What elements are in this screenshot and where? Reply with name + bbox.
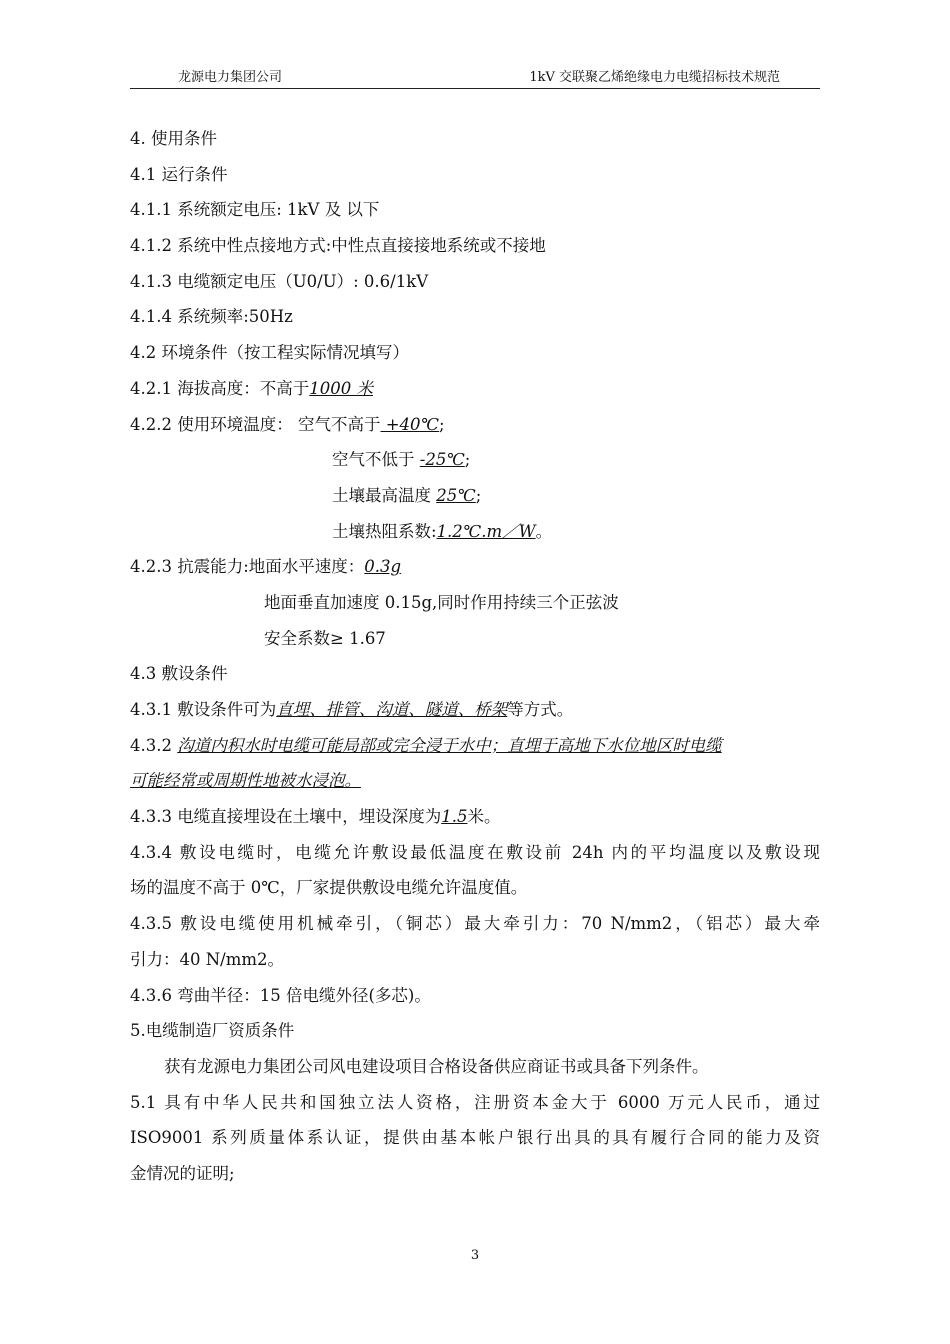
laying-methods-suffix: 等方式。	[507, 700, 574, 719]
burial-depth-value: 1.5	[441, 807, 468, 827]
document-body	[130, 121, 820, 1192]
water-immersion-text-1: 沟道内积水时电缆可能局部或完全浸于水中；直埋于高地下水位地区时电缆	[177, 735, 722, 755]
section-5-intro: 获有龙源电力集团公司风电建设项目合格设备供应商证书或具备下列条件。	[164, 1056, 709, 1076]
soil-thermal-resistance-label: 土壤热阻系数:	[332, 521, 437, 541]
page-number: 3	[470, 1248, 480, 1263]
section-4-2-title: 4.2 环境条件（按工程实际情况填写）	[130, 343, 409, 363]
section-4-3-4-line1: 4.3.4 敷设电缆时，电缆允许敷设最低温度在敷设前 24h 内的平均温度以及敷设现	[130, 842, 820, 862]
water-immersion-text-2: 可能经常或周期性地被水浸泡。	[130, 771, 361, 791]
soil-max-temperature-label: 土壤最高温度	[332, 485, 437, 505]
soil-max-temperature-line	[130, 478, 820, 514]
header-company: 龙源电力集团公司	[178, 70, 283, 85]
seismic-safety-line: 安全系数≥ 1.67	[264, 628, 386, 648]
section-4-title: 4. 使用条件	[130, 129, 217, 148]
soil-max-temperature-value: 25℃	[436, 485, 476, 505]
laying-methods-value: 直埋、排管、沟道、隧道、桥架	[276, 700, 508, 719]
section-4-1-3: 4.1.3 电缆额定电压（U0/U）: 0.6/1kV	[130, 271, 429, 291]
soil-thermal-resistance-value: 1.2℃.m／W	[436, 521, 536, 541]
air-min-temperature-label: 空气不低于	[332, 450, 420, 470]
section-4-3-2-line1	[130, 728, 820, 764]
section-4-1-4: 4.1.4 系统频率:50Hz	[130, 307, 293, 327]
seismic-horizontal-value: 0.3g	[364, 557, 402, 577]
section-4-2-2	[130, 407, 820, 443]
section-5-1-line2: ISO9001 系列质量体系认证，提供由基本帐户银行出具的具有履行合同的能力及资	[130, 1128, 820, 1148]
section-4-3-6: 4.3.6 弯曲半径：15 倍电缆外径(多芯)。	[130, 985, 431, 1005]
temperature-label: 4.2.2 使用环境温度： 空气不高于	[130, 414, 381, 434]
section-4-1-1: 4.1.1 系统额定电压: 1kV 及 以下	[130, 200, 380, 220]
section-4-2-1	[130, 371, 820, 407]
air-max-temperature-value: +40℃	[380, 414, 440, 434]
air-min-temperature-suffix: ;	[464, 450, 471, 470]
seismic-vertical-line: 地面垂直加速度 0.15g,同时作用持续三个正弦波	[264, 592, 619, 612]
section-4-1-title: 4.1 运行条件	[130, 164, 228, 184]
section-4-3-5-line2: 引力：40 N/mm2。	[130, 949, 285, 969]
altitude-value: 1000 米	[309, 378, 373, 398]
section-4-2-3	[130, 549, 820, 585]
air-min-temperature-line	[130, 442, 820, 478]
seismic-label: 4.2.3 抗震能力:地面水平速度：	[130, 557, 365, 577]
section-4-3-2-line2	[130, 763, 820, 799]
header-document-title: 1kV 交联聚乙烯绝缘电力电缆招标技术规范	[529, 70, 780, 85]
section-4-3-title: 4.3 敷设条件	[130, 664, 228, 684]
section-5-title: 5.电缆制造厂资质条件	[130, 1021, 295, 1041]
burial-depth-suffix: 米。	[467, 807, 501, 827]
section-4-3-4-line2: 场的温度不高于 0℃，厂家提供敷设电缆允许温度值。	[130, 878, 528, 898]
section-4-1-2: 4.1.2 系统中性点接地方式:中性点直接接地系统或不接地	[130, 236, 546, 256]
section-4-3-5-line1: 4.3.5 敷设电缆使用机械牵引，（铜芯）最大牵引力：70 N/mm2，（铝芯）最大牵	[130, 914, 820, 934]
section-4-3-1	[130, 692, 820, 728]
page-header	[130, 66, 820, 89]
laying-methods-label: 4.3.1 敷设条件可为	[130, 700, 277, 719]
altitude-label: 4.2.1 海拔高度：不高于	[130, 378, 310, 398]
section-4-3-3	[130, 799, 820, 835]
section-4-3-2-number: 4.3.2	[130, 735, 178, 755]
soil-thermal-resistance-line	[130, 514, 820, 550]
air-min-temperature-value: -25℃	[419, 450, 465, 470]
soil-max-temperature-suffix: ;	[475, 485, 482, 505]
burial-depth-label: 4.3.3 电缆直接埋设在土壤中，埋设深度为	[130, 807, 442, 827]
section-5-1-line1: 5.1 具有中华人民共和国独立法人资格，注册资本金大于 6000 万元人民币，通过	[130, 1092, 820, 1112]
section-5-1-line3: 金情况的证明;	[130, 1163, 235, 1183]
soil-thermal-resistance-suffix: 。	[535, 521, 553, 541]
air-max-temperature-suffix: ;	[439, 414, 445, 434]
